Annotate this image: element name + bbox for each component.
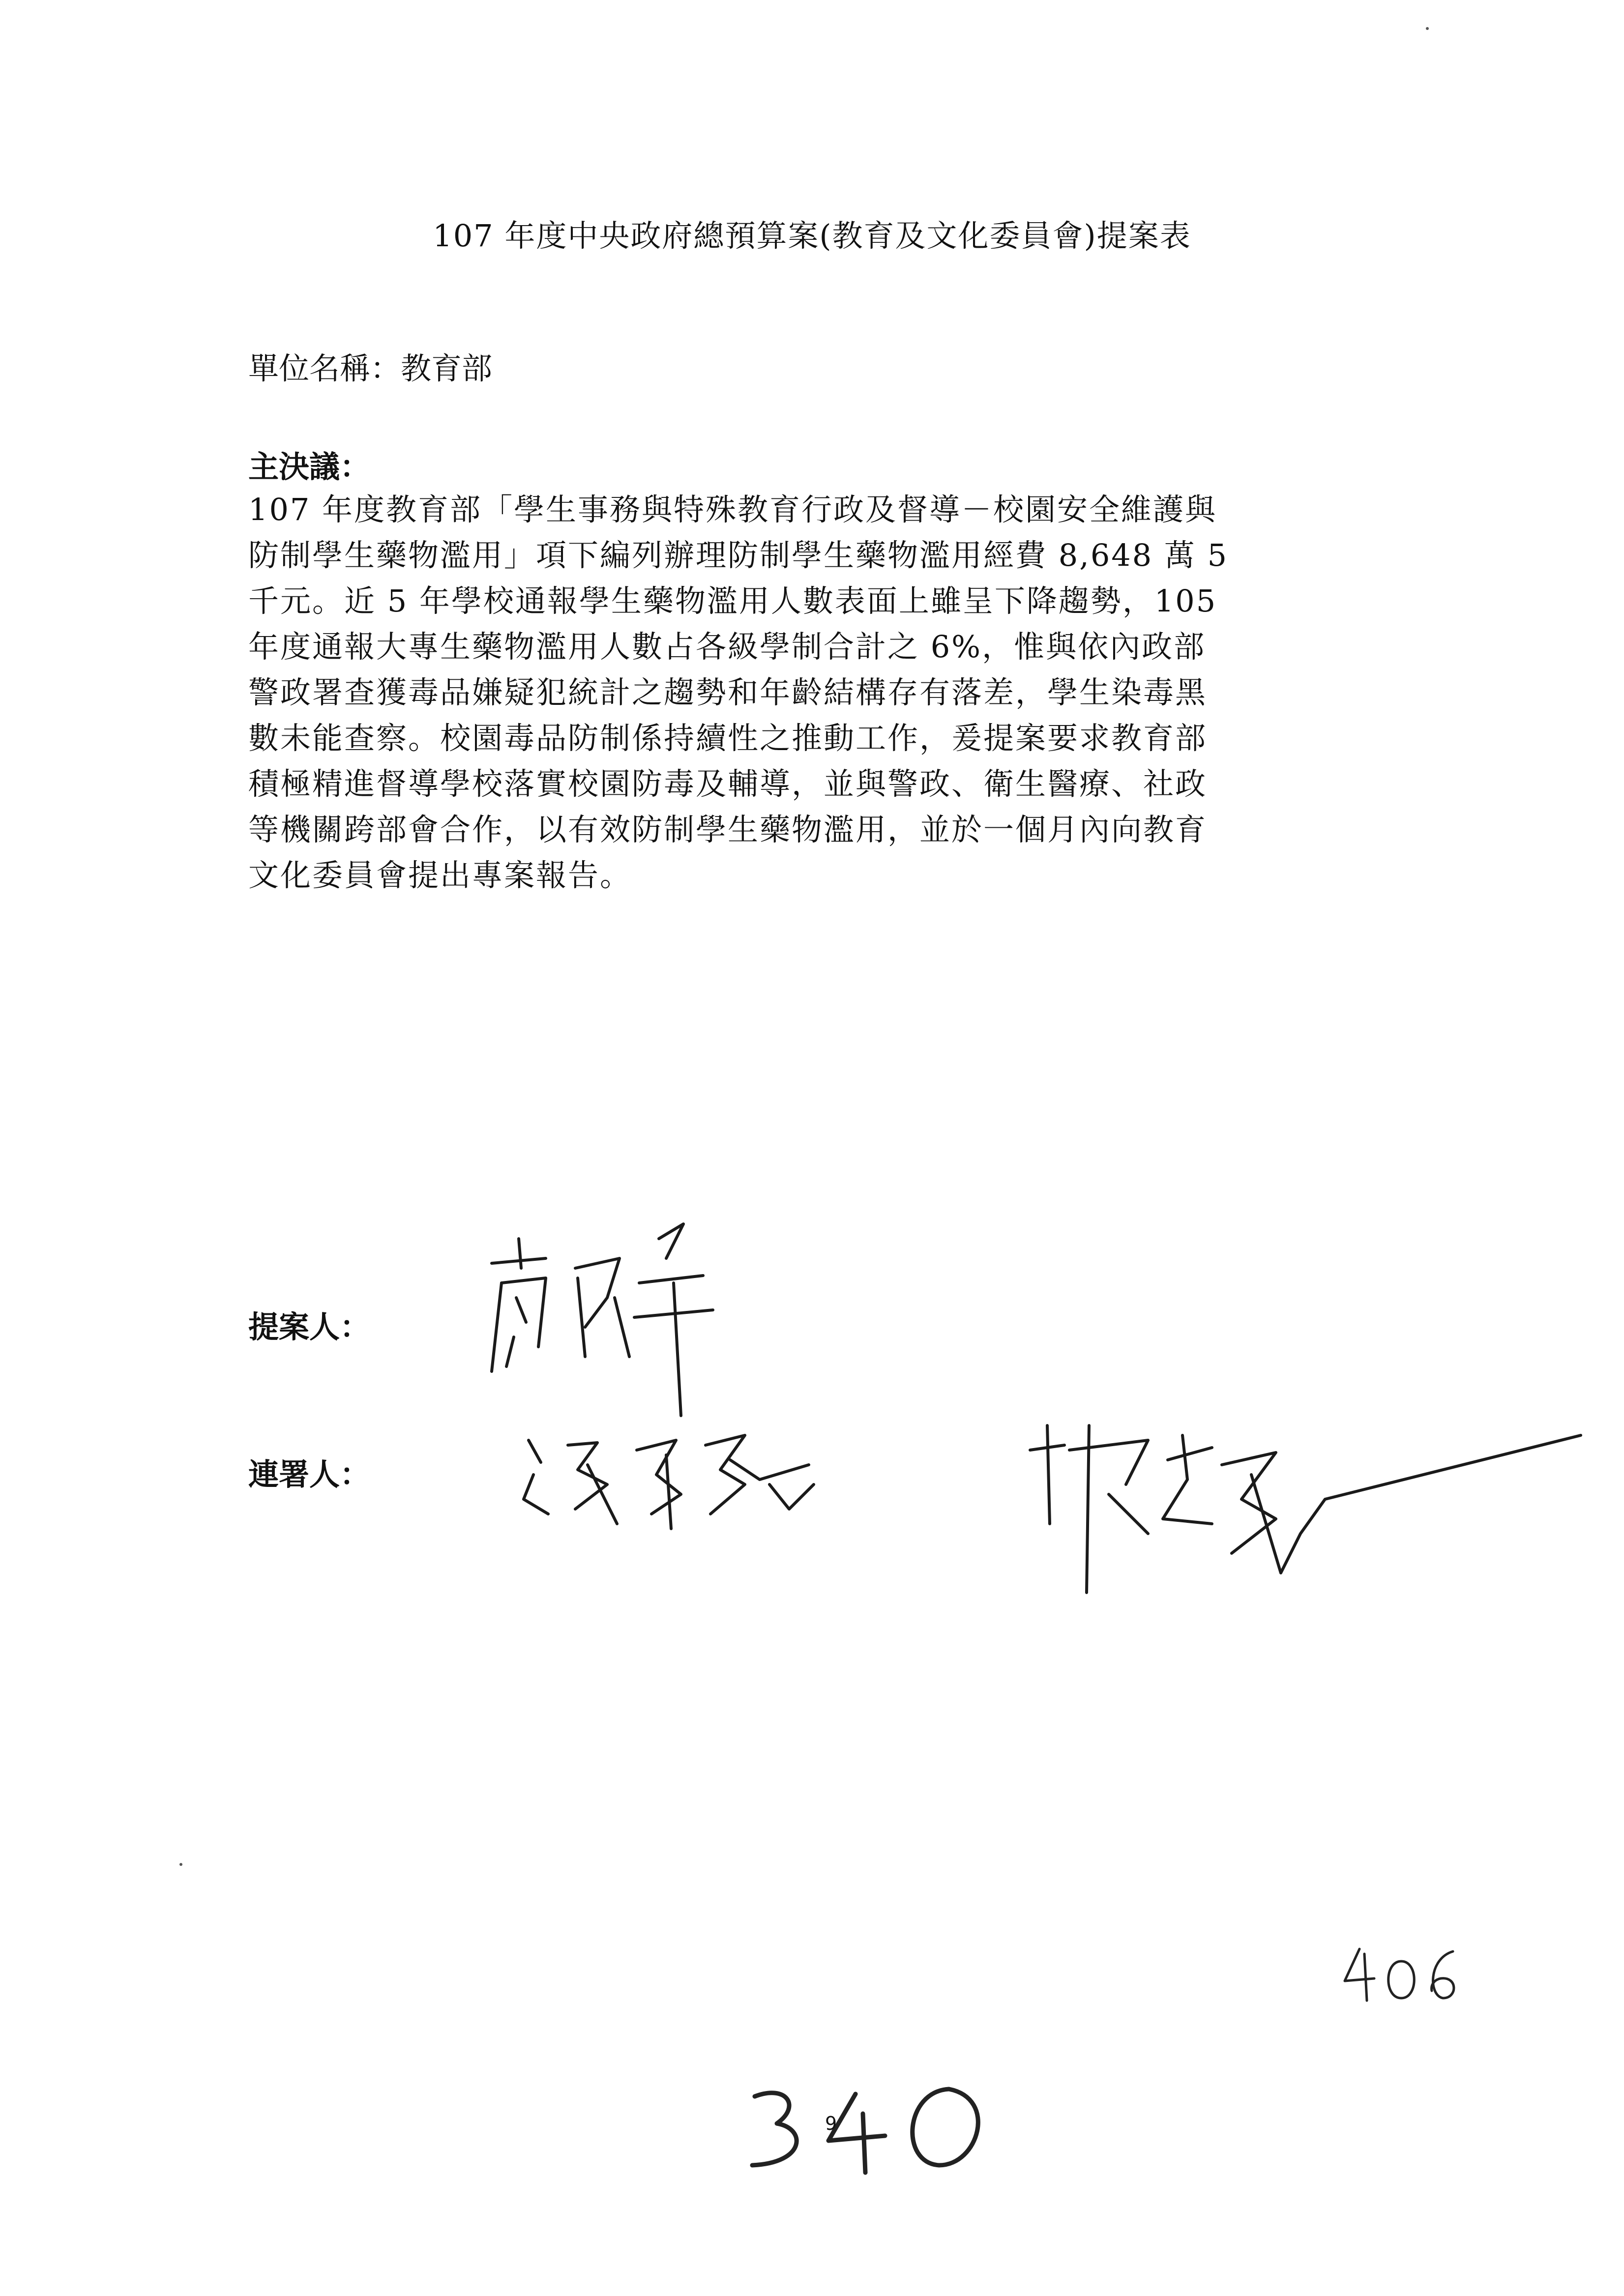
main-resolution-text [248, 487, 1379, 898]
cosigner-label: 連署人： [248, 1456, 371, 1492]
handwritten-number-340 [742, 2079, 1018, 2178]
resolution-line: 積極精進督導學校落實校園防毒及輔導，並與警政、衛生醫療、社政 [248, 766, 1208, 802]
cosigner-signature-1 [514, 1416, 838, 1543]
document-title: 107 年度中央政府總預算案(教育及文化委員會)提案表 [433, 218, 1191, 254]
resolution-line: 年度通報大專生藥物濫用人數占各級學制合計之 6%，惟與依內政部 [248, 629, 1206, 665]
main-resolution-heading: 主決議： [248, 449, 371, 485]
resolution-line: 防制學生藥物濫用」項下編列辦理防制學生藥物濫用經費 8,648 萬 5 [248, 537, 1229, 573]
page-number: 9 [825, 2113, 837, 2134]
scan-speck [1426, 27, 1429, 30]
unit-name-row [248, 344, 492, 388]
unit-name-value: 教育部 [401, 350, 493, 386]
resolution-line: 文化委員會提出專案報告。 [248, 857, 632, 893]
handwritten-number-406 [1337, 1942, 1465, 2010]
cosigner-signature-2 [1020, 1406, 1586, 1612]
resolution-line: 警政署查獲毒品嫌疑犯統計之趨勢和年齡結構存有落差，學生染毒黑 [248, 674, 1208, 710]
unit-name-label: 單位名稱： [248, 350, 401, 386]
resolution-line: 107 年度教育部「學生事務與特殊教育行政及督導－校園安全維護與 [248, 492, 1217, 527]
resolution-line: 等機關跨部會合作，以有效防制學生藥物濫用，並於一個月內向教育 [248, 812, 1208, 847]
resolution-line: 數未能查察。校園毒品防制係持續性之推動工作，爰提案要求教育部 [248, 720, 1208, 756]
proposer-label: 提案人： [248, 1309, 371, 1345]
resolution-line: 千元。近 5 年學校通報學生藥物濫用人數表面上雖呈下降趨勢，105 [248, 583, 1217, 619]
scan-speck [179, 1863, 182, 1866]
proposer-signature [472, 1209, 747, 1425]
